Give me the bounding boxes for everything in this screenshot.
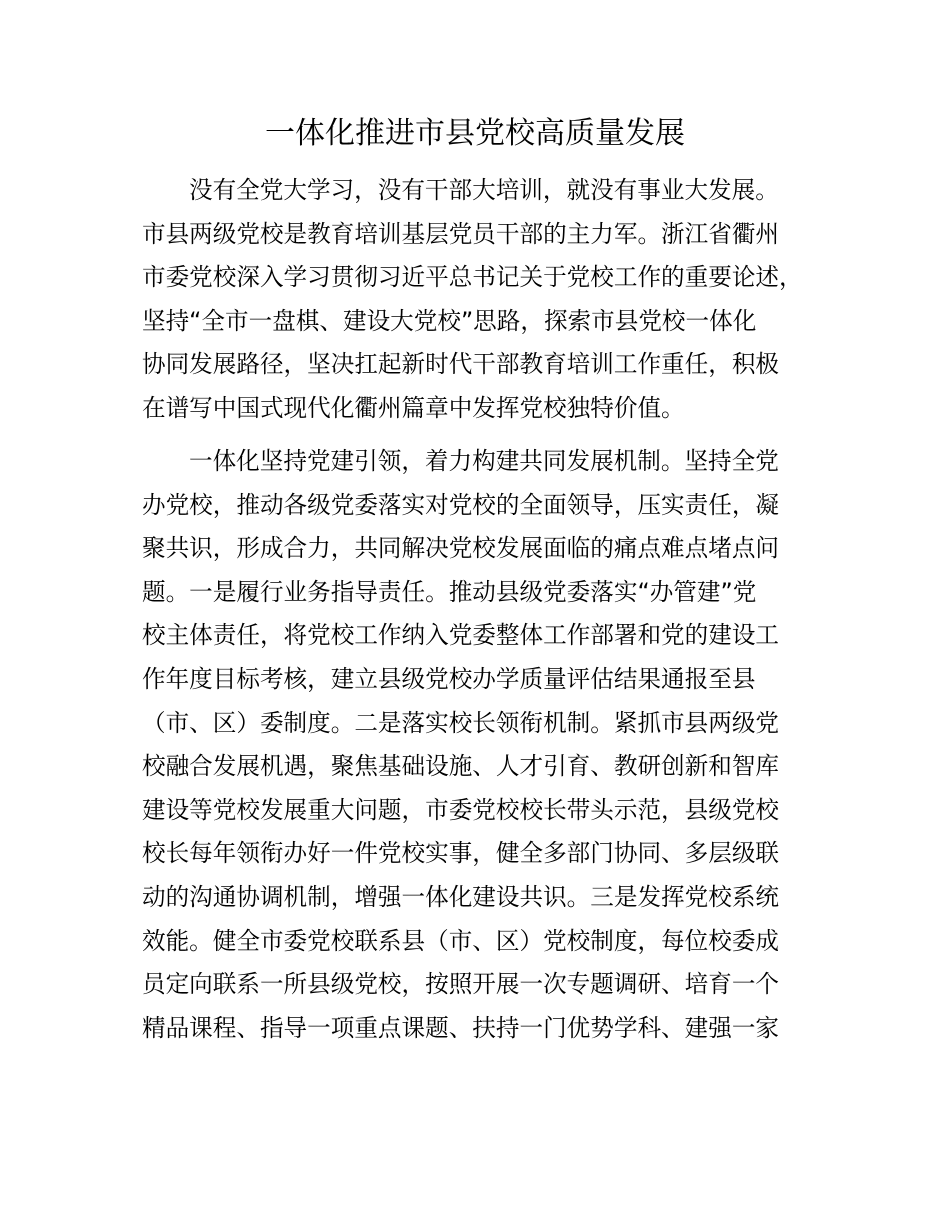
paragraph-line: 没有全党大学习，没有干部大培训，就没有事业大发展。 [189, 176, 779, 204]
paragraph-line: 校长每年领衔办好一件党校实事，健全多部门协同、多层级联 [142, 839, 780, 868]
paragraph-line: 动的沟通协调机制，增强一体化建设共识。三是发挥党校系统 [142, 882, 780, 911]
paragraph-line: 建设等党校发展重大问题，市委党校校长带头示范，县级党校 [142, 795, 780, 824]
paragraph-line: 精品课程、指导一项重点课题、扶持一门优势学科、建强一家 [142, 1013, 780, 1042]
paragraph-line: 市县两级党校是教育培训基层党员干部的主力军。浙江省衢州 [142, 219, 780, 248]
paragraph-party-leadership [142, 440, 814, 1050]
paragraph-line: 校主体责任，将党校工作纳入党委整体工作部署和党的建设工 [142, 621, 780, 650]
paragraph-line: 校融合发展机遇，聚焦基础设施、人才引育、教研创新和智库 [142, 752, 780, 781]
paragraph-line: 员定向联系一所县级党校，按照开展一次专题调研、培育一个 [142, 970, 780, 999]
paragraph-line: 题。一是履行业务指导责任。推动县级党委落实“办管建”党 [142, 577, 757, 606]
paragraph-line: （市、区）委制度。二是落实校长领衔机制。紧抓市县两级党 [142, 708, 780, 737]
paragraph-line: 作年度目标考核，建立县级党校办学质量评估结果通报至县 [142, 664, 756, 693]
document-title: 一体化推进市县党校高质量发展 [265, 116, 685, 151]
paragraph-line: 一体化坚持党建引领，着力构建共同发展机制。坚持全党 [189, 447, 779, 475]
paragraph-line: 市委党校深入学习贯彻习近平总书记关于党校工作的重要论述， [142, 263, 803, 292]
paragraph-line: 坚持“全市一盘棋、建设大党校”思路，探索市县党校一体化 [142, 306, 757, 335]
paragraph-intro [142, 169, 814, 431]
paragraph-line: 协同发展路径，坚决扛起新时代干部教育培训工作重任，积极 [142, 350, 780, 379]
paragraph-line: 效能。健全市委党校联系县（市、区）党校制度，每位校委成 [142, 926, 780, 955]
paragraph-line: 在谱写中国式现代化衢州篇章中发挥党校独特价值。 [142, 393, 685, 422]
paragraph-line: 聚共识，形成合力，共同解决党校发展面临的痛点难点堵点问 [142, 534, 780, 563]
paragraph-line: 办党校，推动各级党委落实对党校的全面领导，压实责任，凝 [142, 490, 780, 519]
